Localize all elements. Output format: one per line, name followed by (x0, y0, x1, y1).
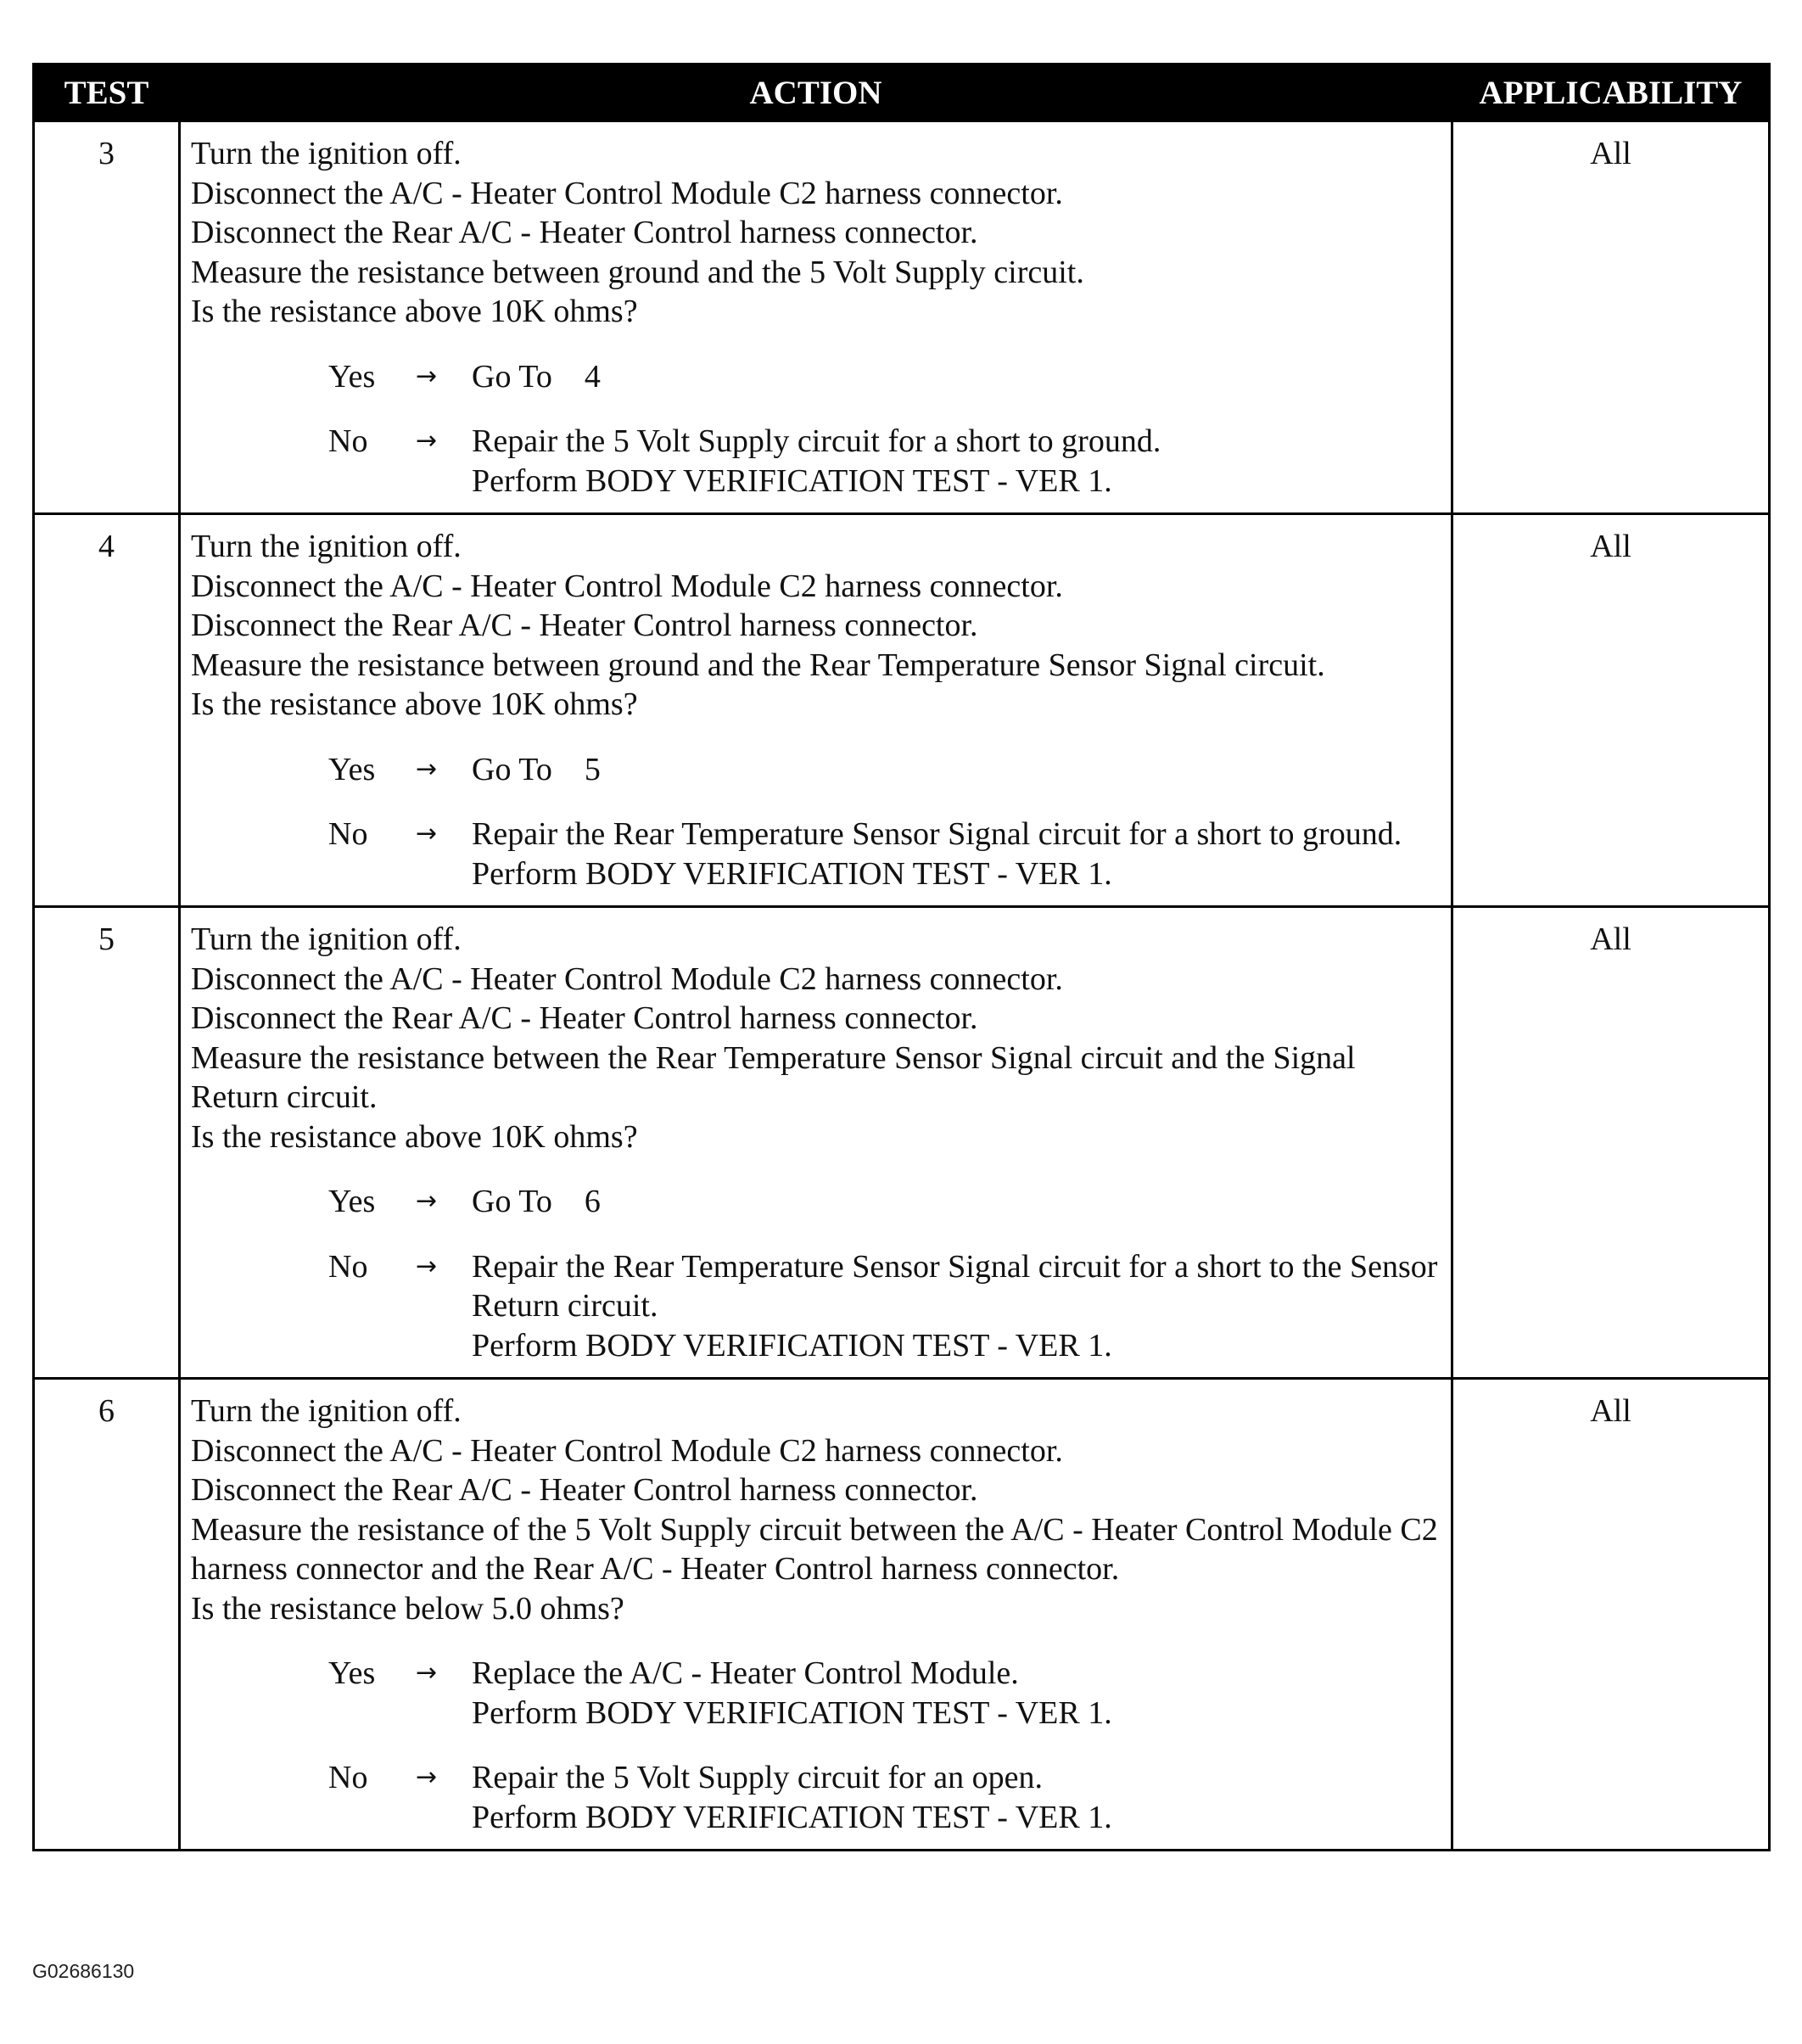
no-text (472, 422, 1441, 501)
action-step: Disconnect the A/C - Heater Control Module C2 harness connector. (191, 175, 1063, 211)
no-label: No (328, 1760, 368, 1795)
results (191, 357, 1441, 501)
goto-target: 6 (584, 1184, 601, 1219)
action-step: Turn the ignition off. (191, 921, 462, 957)
results (191, 750, 1441, 894)
action-steps (191, 134, 1441, 332)
action-step: Measure the resistance between ground and the Rear Temperature Sensor Signal circuit. (191, 647, 1325, 683)
results (191, 1654, 1441, 1837)
header-action: ACTION (180, 64, 1452, 121)
no-result (191, 1758, 1441, 1837)
no-text (472, 1758, 1441, 1837)
action-question: Is the resistance above 10K ohms? (191, 294, 638, 329)
table-row (34, 907, 1770, 1379)
no-line: Repair the Rear Temperature Sensor Signal circuit for a short to ground. (472, 816, 1402, 852)
right-arrow-icon: → (416, 1251, 438, 1281)
right-arrow-icon: → (416, 1658, 438, 1688)
no-line: Perform BODY VERIFICATION TEST - VER 1. (472, 1799, 1112, 1835)
goto-text: Go To (472, 751, 552, 787)
table-header-row (34, 64, 1770, 121)
yes-label: Yes (328, 1655, 376, 1691)
goto-target: 4 (584, 358, 601, 395)
action-cell (180, 514, 1452, 907)
table-row (34, 1379, 1770, 1851)
right-arrow-icon: → (416, 1762, 438, 1792)
action-step: Disconnect the Rear A/C - Heater Control harness connector. (191, 608, 978, 643)
no-result (191, 815, 1441, 893)
no-line: Repair the 5 Volt Supply circuit for an open. (472, 1760, 1043, 1795)
yes-text (472, 1654, 1441, 1733)
action-cell (180, 1379, 1452, 1851)
action-step: Disconnect the Rear A/C - Heater Control harness connector. (191, 215, 978, 250)
yes-label: Yes (328, 358, 376, 395)
action-steps (191, 1392, 1441, 1628)
no-label: No (328, 1248, 368, 1285)
applicability-cell: All (1452, 907, 1770, 1379)
action-question: Is the resistance above 10K ohms? (191, 1118, 638, 1155)
action-cell (180, 121, 1452, 514)
action-step: Disconnect the Rear A/C - Heater Control harness connector. (191, 1472, 978, 1508)
yes-result (191, 750, 1441, 790)
action-step: Disconnect the A/C - Heater Control Module C2 harness connector. (191, 960, 1063, 997)
no-line: Perform BODY VERIFICATION TEST - VER 1. (472, 1327, 1112, 1364)
test-number: 4 (34, 514, 180, 907)
action-step: Turn the ignition off. (191, 136, 462, 171)
action-step: Turn the ignition off. (191, 529, 462, 564)
yes-result (191, 1654, 1441, 1733)
goto-text: Go To (472, 358, 552, 395)
no-label: No (328, 816, 368, 852)
yes-goto (472, 1182, 1441, 1222)
applicability-cell: All (1452, 514, 1770, 907)
action-steps (191, 920, 1441, 1156)
no-line: Repair the Rear Temperature Sensor Signal circuit for a short to the Sensor Return circuit. (472, 1248, 1438, 1324)
right-arrow-icon: → (416, 426, 438, 456)
applicability-cell: All (1452, 121, 1770, 514)
right-arrow-icon: → (416, 753, 438, 784)
yes-label: Yes (328, 751, 376, 787)
yes-line: Perform BODY VERIFICATION TEST - VER 1. (472, 1694, 1112, 1731)
yes-goto (472, 750, 1441, 790)
action-step: Disconnect the A/C - Heater Control Module C2 harness connector. (191, 1432, 1063, 1469)
right-arrow-icon: → (416, 1186, 438, 1216)
no-line: Perform BODY VERIFICATION TEST - VER 1. (472, 462, 1112, 499)
table-row (34, 514, 1770, 907)
right-arrow-icon: → (416, 361, 438, 391)
applicability-cell: All (1452, 1379, 1770, 1851)
test-number: 3 (34, 121, 180, 514)
diagnostic-test-table (32, 63, 1771, 1851)
action-step: Measure the resistance between ground and the 5 Volt Supply circuit. (191, 254, 1084, 290)
table-row (34, 121, 1770, 514)
yes-goto (472, 357, 1441, 397)
no-line: Perform BODY VERIFICATION TEST - VER 1. (472, 855, 1112, 892)
action-steps (191, 527, 1441, 725)
action-step: Turn the ignition off. (191, 1393, 462, 1429)
right-arrow-icon: → (416, 819, 438, 848)
yes-line: Replace the A/C - Heater Control Module. (472, 1655, 1019, 1691)
header-test: TEST (34, 64, 180, 121)
action-question: Is the resistance below 5.0 ohms? (191, 1590, 624, 1627)
action-question: Is the resistance above 10K ohms? (191, 686, 638, 722)
goto-target: 5 (584, 751, 601, 787)
action-step: Disconnect the Rear A/C - Heater Control harness connector. (191, 1000, 978, 1036)
diagnostic-page (32, 63, 1768, 1851)
yes-result (191, 1182, 1441, 1222)
action-cell (180, 907, 1452, 1379)
action-step: Disconnect the A/C - Heater Control Module C2 harness connector. (191, 568, 1063, 604)
header-applicability: APPLICABILITY (1452, 64, 1770, 121)
no-line: Repair the 5 Volt Supply circuit for a short to ground. (472, 423, 1161, 459)
no-result (191, 1247, 1441, 1366)
yes-label: Yes (328, 1184, 376, 1219)
no-result (191, 422, 1441, 501)
action-step: Measure the resistance between the Rear Temperature Sensor Signal circuit and the Signal Return circuit. (191, 1039, 1356, 1115)
no-text (472, 815, 1441, 893)
yes-result (191, 357, 1441, 397)
action-step: Measure the resistance of the 5 Volt Supply circuit between the A/C - Heater Control Module C2 harness connector and the Rear A/C - Heater Control harness connector. (191, 1511, 1438, 1587)
no-text (472, 1247, 1441, 1366)
figure-id: G02686130 (32, 1960, 135, 1982)
goto-text: Go To (472, 1184, 552, 1219)
no-label: No (328, 423, 368, 459)
test-number: 6 (34, 1379, 180, 1851)
test-number: 5 (34, 907, 180, 1379)
results (191, 1182, 1441, 1365)
